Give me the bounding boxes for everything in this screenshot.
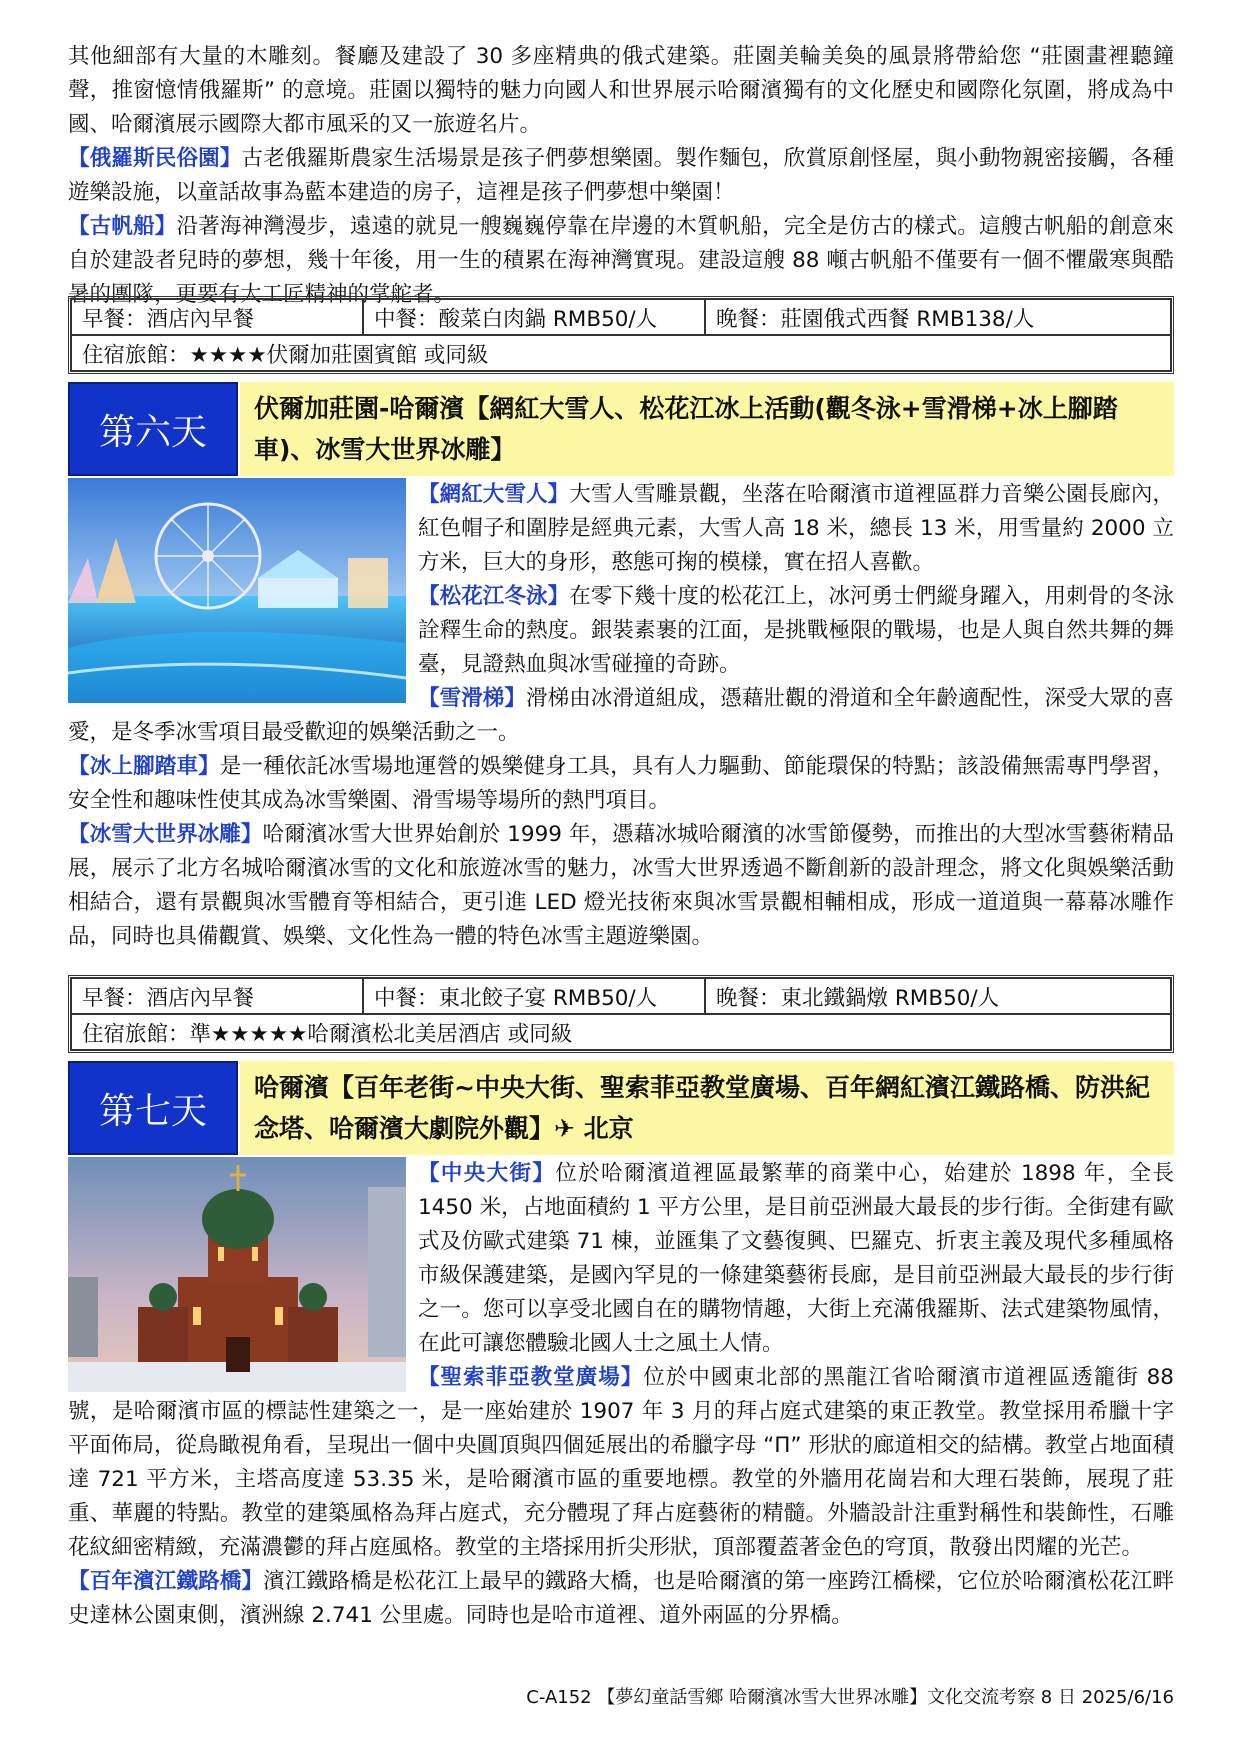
meal-lunch: 中餐：酸菜白肉鍋 RMB50/人 — [363, 299, 705, 335]
day6-label: 第六天 — [68, 382, 238, 476]
intro-paragraph: 其他細部有大量的木雕刻。餐廳及建設了 30 多座精典的俄式建築。莊園美輪美奐的風景將帶給您 “莊園畫裡聽鐘聲，推窗憶情俄羅斯” 的意境。莊園以獨特的魅力向國人和世界展示哈爾濱獨有的文化歷史和國際化氛圍，將成為中國、哈爾濱展示國際大都市風采的又一旅遊名片。 — [68, 44, 1174, 137]
meal-breakfast: 早餐：酒店內早餐 — [71, 299, 363, 335]
section-title: 【雪滑梯】 — [418, 686, 527, 711]
meals-table-day6 — [68, 975, 1174, 1053]
day7-content — [68, 1157, 1174, 1633]
section-title: 【古帆船】 — [68, 214, 177, 239]
ice-festival-photo — [68, 478, 406, 703]
meals-table-day5 — [68, 296, 1174, 374]
section-text: 位於哈爾濱道裡區最繁華的商業中心，始建於 1898 年，全長 1450 米，占地面積約 1 平方公里，是目前亞洲最大最長的步行街。全街建有歐式及仿歐式建築 71 棟，並匯集了文藝復興、巴羅克、折衷主義及現代多種風格市級保護建築，是國內罕見的一條建築藝術長廊，是目前亞洲最大最長的步行街之一。您可以享受北國自在的購物情趣，大街上充滿俄羅斯、法式建築物風情，在此可讓您體驗北國人士之風土人情。 — [418, 1161, 1174, 1356]
meal-dinner: 晚餐：東北鐵鍋燉 RMB50/人 — [705, 978, 1171, 1014]
day7-photo-slot — [68, 1157, 418, 1395]
section-text: 濱江鐵路橋是松花江上最早的鐵路大橋，也是哈爾濱的第一座跨江橋樑，它位於哈爾濱松花江畔史達林公園東側，濱洲線 2.741 公里處。同時也是哈市道裡、道外兩區的分界橋。 — [68, 1569, 1174, 1628]
day7-title: 哈爾濱【百年老街~中央大街、聖索菲亞教堂廣場、百年網紅濱江鐵路橋、防洪紀念塔、哈爾濱大劇院外觀】✈ 北京 — [240, 1061, 1174, 1155]
section-text: 沿著海神灣漫步，遠遠的就見一艘巍巍停靠在岸邊的木質帆船，完全是仿古的樣式。這艘古帆船的創意來自於建設者兒時的夢想，幾十年後，用一生的積累在海神灣實現。建設這艘 88 噸古帆船不僅要有一個不懼嚴寒與酷暑的團隊，更要有大工匠精神的掌舵者。 — [68, 214, 1174, 307]
section-text: 古老俄羅斯農家生活場景是孩子們夢想樂園。製作麵包，欣賞原創怪屋，與小動物親密接觸，各種遊樂設施，以童話故事為藍本建造的房子，這裡是孩子們夢想中樂園！ — [68, 146, 1174, 205]
section-text: 哈爾濱冰雪大世界始創於 1999 年，憑藉冰城哈爾濱的冰雪節優勢，而推出的大型冰雪藝術精品展，展示了北方名城哈爾濱冰雪的文化和旅遊冰雪的魅力，冰雪大世界透過不斷創新的設計理念，將文化與娛樂活動相結合，還有景觀與冰雪體育等相結合，更引進 LED 燈光技術來與冰雪景觀相輔相成，形成一道道與一幕幕冰雕作品，同時也具備觀賞、娛樂、文化性為一體的特色冰雪主題遊樂園。 — [68, 822, 1174, 949]
st-sophia-cathedral-photo — [68, 1157, 406, 1392]
day5-continuation — [68, 40, 1174, 312]
meal-lunch: 中餐：東北餃子宴 RMB50/人 — [363, 978, 705, 1014]
day6-content — [68, 478, 1174, 954]
section-text: 是一種依託冰雪場地運營的娛樂健身工具，具有人力驅動、節能環保的特點；該設備無需專門學習，安全性和趣味性使其成為冰雪樂園、滑雪場等場所的熱門項目。 — [68, 754, 1174, 813]
section-text: 位於中國東北部的黑龍江省哈爾濱市道裡區透籠街 88 號，是哈爾濱市區的標誌性建築之一，是一座始建於 1907 年 3 月的拜占庭式建築的東正教堂。教堂採用希臘十字平面佈局，從鳥瞰視角看，呈現出一個中央圓頂與四個延展出的希臘字母 “Π” 形狀的廊道相交的結構。教堂占地面積達 721 平方米，主塔高度達 53.35 米，是哈爾濱市區的重要地標。教堂的外牆用花崗岩和大理石裝飾，展現了莊重、華麗的特點。教堂的建築風格為拜占庭式，充分體現了拜占庭藝術的精髓。外牆設計注重對稱性和裝飾性，石雕花紋細密精緻，充滿濃鬱的拜占庭風格。教堂的主塔採用折尖形狀，頂部覆蓋著金色的穹頂，散發出閃耀的光芒。 — [68, 1365, 1174, 1560]
section-russian-folk-park — [68, 142, 1174, 210]
section-title: 【聖索菲亞教堂廣場】 — [418, 1365, 644, 1390]
section-title: 【松花江冬泳】 — [418, 584, 570, 609]
hotel-info: 住宿旅館：★★★★伏爾加莊園賓館 或同級 — [71, 335, 1171, 371]
section-text: 在零下幾十度的松花江上，冰河勇士們縱身躍入，用刺骨的冬泳詮釋生命的熱度。銀裝素裹的江面，是挑戰極限的戰場，也是人與自然共舞的舞臺，見證熱血與冰雪碰撞的奇跡。 — [418, 584, 1174, 677]
meal-breakfast: 早餐：酒店內早餐 — [71, 978, 363, 1014]
hotel-info: 住宿旅館：準★★★★★哈爾濱松北美居酒店 或同級 — [71, 1014, 1171, 1050]
section-text: 大雪人雪雕景觀，坐落在哈爾濱市道裡區群力音樂公園長廊內，紅色帽子和圍脖是經典元素，大雪人高 18 米，總長 13 米，用雪量約 2000 立方米，巨大的身形，憨態可掬的模樣，實在招人喜歡。 — [418, 482, 1174, 575]
section-title: 【中央大街】 — [418, 1161, 556, 1186]
section-title: 【冰雪大世界冰雕】 — [68, 822, 263, 847]
day7-header — [68, 1061, 1174, 1155]
page-footer: C-A152 【夢幻童話雪鄉 哈爾濱冰雪大世界冰雕】文化交流考察 8 日 2025/6/16 — [526, 1687, 1174, 1708]
section-text: 滑梯由冰滑道組成，憑藉壯觀的滑道和全年齡適配性，深受大眾的喜愛，是冬季冰雪項目最受歡迎的娛樂活動之一。 — [68, 686, 1174, 745]
section-railway-bridge — [68, 1565, 1174, 1633]
section-ice-world — [68, 818, 1174, 954]
day6-header — [68, 382, 1174, 476]
section-title: 【俄羅斯民俗園】 — [68, 146, 242, 171]
section-title: 【冰上腳踏車】 — [68, 754, 220, 779]
section-title: 【百年濱江鐵路橋】 — [68, 1569, 264, 1594]
section-title: 【網紅大雪人】 — [418, 482, 570, 507]
meal-dinner: 晚餐：莊園俄式西餐 RMB138/人 — [705, 299, 1171, 335]
day6-photo-slot — [68, 478, 418, 714]
section-ice-bike — [68, 750, 1174, 818]
day7-label: 第七天 — [68, 1061, 238, 1155]
day6-title: 伏爾加莊園-哈爾濱【網紅大雪人、松花江冰上活動(觀冬泳+雪滑梯+冰上腳踏車)、冰雪大世界冰雕】 — [240, 382, 1174, 476]
